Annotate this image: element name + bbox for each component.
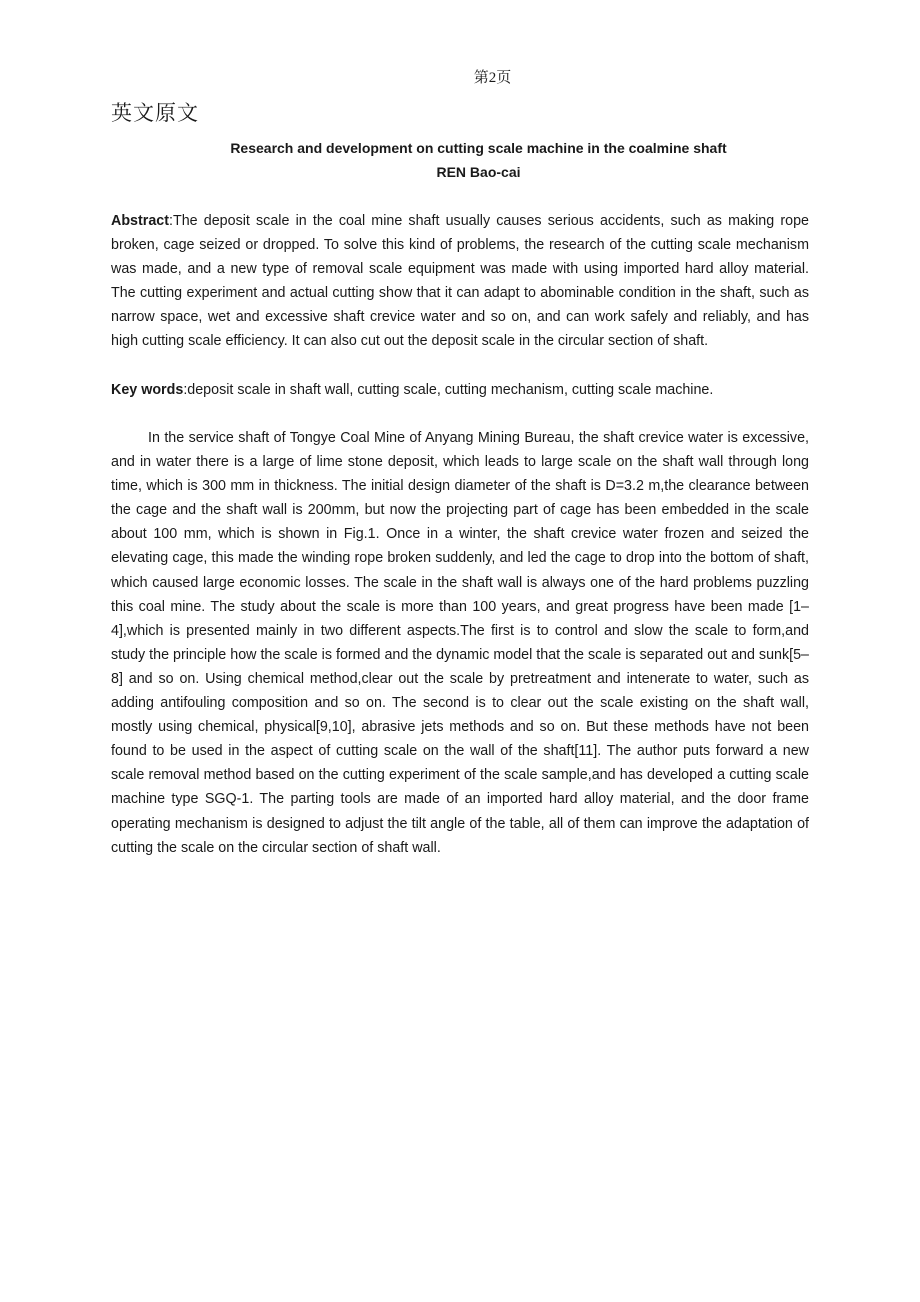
abstract-paragraph <box>111 209 809 354</box>
keywords-paragraph <box>111 378 809 402</box>
paper-author: REN Bao-cai <box>436 164 521 180</box>
keywords-label: Key words <box>111 382 184 398</box>
body-paragraph: In the service shaft of Tongye Coal Mine of Anyang Mining Bureau, the shaft crevice water is excessive, and in water there is a large of lime stone deposit, which leads to large scale on the shaft wall through long time, which is 300 mm in thickness. The initial design diameter of the shaft is D=3.2 m,the clearance between the cage and the shaft wall is 200mm, but now the projecting part of cage has been embedded in the scale about 100 mm, which is shown in Fig.1. Once in a winter, the shaft crevice water frozen and seized the elevating cage, this made the winding rope broken suddenly, and led the cage to drop into the bottom of shaft, which caused large economic losses. The scale in the shaft wall is always one of the hard problems puzzling this coal mine. The study about the scale is more than 100 years, and great progress have been made [1–4],which is presented mainly in two different aspects.The first is to control and slow the scale to form,and study the principle how the scale is formed and the dynamic model that the scale is separated out and sunk[5–8] and so on. Using chemical method,clear out the scale by pretreatment and intenerate to water, such as adding antifouling composition and so on. The second is to clear out the scale existing on the shaft wall, mostly using chemical, physical[9,10], abrasive jets methods and so on. But these methods have not been found to be used in the aspect of cutting scale on the wall of the shaft[11]. The author puts forward a new scale removal method based on the cutting experiment of the scale sample,and has developed a cutting scale machine type SGQ-1. The parting tools are made of an imported hard alloy material, and the door frame operating mechanism is designed to adjust the tilt angle of the table, all of them can improve the adaptation of cutting the scale on the circular section of shaft wall. <box>111 430 809 856</box>
keywords-text: :deposit scale in shaft wall, cutting scale, cutting mechanism, cutting scale machine. <box>183 382 714 398</box>
abstract-label: Abstract <box>111 213 169 229</box>
page-number: 第2页 <box>473 70 512 86</box>
section-heading: 英文原文 <box>111 101 199 125</box>
paper-title: Research and development on cutting scale machine in the coalmine shaft <box>230 140 727 156</box>
abstract-text: :The deposit scale in the coal mine shaft usually causes serious accidents, such as making rope broken, cage seized or dropped. To solve this kind of problems, the research of the cutting scale mechanism was made, and a new type of removal scale equipment was made with using imported hard alloy material. The cutting experiment and actual cutting show that it can adapt to abominable condition in the shaft, such as narrow space, wet and excessive shaft crevice water and so on, and can work safely and reliably, and has high cutting scale efficiency. It can also cut out the deposit scale in the circular section of shaft. <box>111 213 809 350</box>
